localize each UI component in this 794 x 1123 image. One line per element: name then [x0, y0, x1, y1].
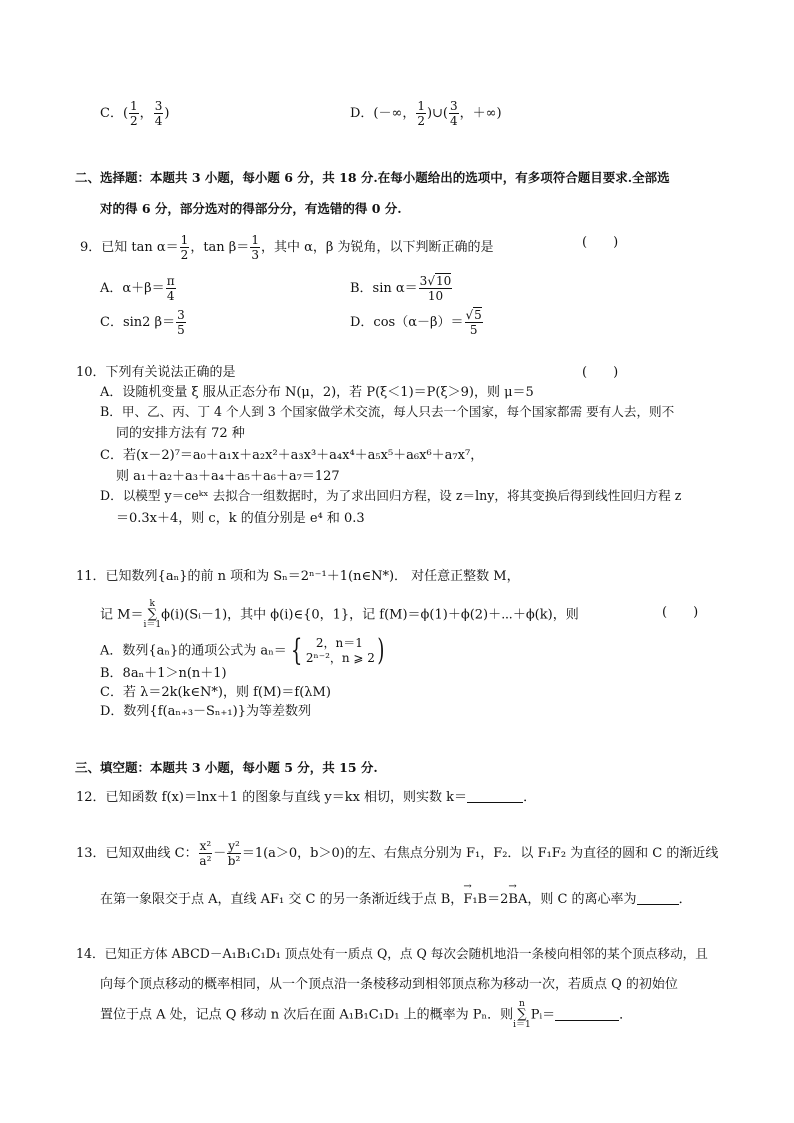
answer-blank[interactable]	[467, 802, 523, 803]
q13-line2: 在第一象限交于点 A，直线 AF₁ 交 C 的另一条渐近线于点 B，→ F₁B＝2→ BA，则 C 的离心率为 ．	[100, 893, 692, 906]
q10-option-b-line1: B．甲、乙、丙、丁 4 个人到 3 个国家做学术交流，每人只去一个国家，每个国家都需 要有人去，则不	[100, 404, 675, 419]
q12-text: 12．已知函数 f(x)＝lnx＋1 的图象与直线 y＝kx 相切，则实数 k＝ ．	[76, 790, 537, 805]
q14-line2: 向每个顶点移动的概率相同，从一个顶点沿一条棱移动到相邻顶点称为移动一次，若质点 Q 的初始位	[100, 977, 678, 992]
q14-line1: 14．已知正方体 ABCD－A₁B₁C₁D₁ 顶点处有一质点 Q，点 Q 每次会随机地沿一条棱向相邻的某个顶点移动，且	[76, 946, 708, 961]
q10-option-a: A．设随机变量 ξ 服从正态分布 N(μ，2)，若 P(ξ＜1)＝P(ξ＞9)，则 μ＝5	[100, 385, 534, 400]
fraction: $\frac{3√10}{10}$	[419, 274, 452, 303]
fraction: $\frac{3}{5}$	[177, 308, 185, 337]
q8-option-c: C．( $\frac{1}{2}$ ， $\frac{3}{4}$ )	[100, 99, 170, 128]
fraction: $\frac{√5}{5}$	[465, 308, 482, 337]
fraction: $\frac{\pi}{4}$	[166, 274, 175, 303]
vector-f1b: → F₁B	[463, 893, 487, 906]
fraction: $\frac{1}{2}$	[130, 99, 138, 128]
q9-option-c: C．sin2 β＝ $\frac{3}{5}$	[100, 308, 185, 337]
q11-answer-paren: ( )	[662, 605, 699, 620]
q8-option-d: D．(－∞， $\frac{1}{2}$ )∪( $\frac{3}{4}$ ，＋∞)	[350, 99, 502, 128]
vector-ba: → BA	[508, 893, 527, 906]
q10-stem: 10．下列有关说法正确的是	[76, 365, 236, 380]
summation: n ∑ i＝1	[513, 999, 531, 1030]
q11-option-d: D．数列{f(aₙ₊₃－Sₙ₊₁)}为等差数列	[100, 704, 311, 719]
answer-blank[interactable]	[637, 904, 679, 905]
q10-option-d-line1: D．以模型 y＝ceᵏˣ 去拟合一组数据时，为了求出回归方程，设 z＝lny，将其变换后得到线性回归方程 z	[100, 488, 682, 503]
q9-stem: 9．已知 tan α＝ $\frac{1}{2}$ ，tan β＝ $\frac{1}{3}$ ，其中 α，β 为锐角，以下判断正确的是	[80, 233, 494, 262]
section2-heading-line2: 对的得 6 分，部分选对的得部分分，有选错的得 0 分.	[100, 201, 402, 216]
q11-stem: 11．已知数列{aₙ}的前 n 项和为 Sₙ＝2ⁿ⁻¹＋1(n∈N*)． 对任意正整数 M，	[76, 569, 520, 584]
fraction: $\frac{1}{2}$	[180, 233, 189, 262]
fraction: $\frac{3}{4}$	[450, 99, 458, 128]
q13-line1: 13．已知双曲线 C： $\frac{\text{x²}}{\text{a²}}$ － $\frac{\text{y²}}{\text{b²}}$ ＝1(a＞0，b＞0)的左、右焦点分别为 F₁，F₂．以 F₁F₂ 为直径的圆和 C 的渐近线	[76, 839, 719, 868]
q10-option-b-line2: 同的安排方法有 72 种	[116, 426, 245, 441]
summation: k ∑ i＝1	[143, 599, 162, 630]
fraction: $\frac{\text{y²}}{\text{b²}}$	[227, 839, 241, 868]
fraction: $\frac{\text{x²}}{\text{a²}}$	[199, 839, 212, 868]
q11-option-c: C．若 λ＝2k(k∈N*)，则 f(M)＝f(λM)	[100, 685, 331, 700]
q10-option-c-line1: C．若(x－2)⁷＝a₀＋a₁x＋a₂x²＋a₃x³＋a₄x⁴＋a₅x⁵＋a₆x⁶＋a₇x⁷，	[100, 448, 484, 463]
fraction: $\frac{1}{2}$	[417, 99, 425, 128]
q9-answer-paren: ( )	[582, 235, 619, 250]
q10-answer-paren: ( )	[582, 365, 619, 380]
answer-blank[interactable]	[555, 1020, 619, 1021]
q11-option-b: B．8aₙ＋1＞n(n＋1)	[100, 666, 227, 681]
q9-option-a: A．α＋β＝ $\frac{\pi}{4}$	[100, 274, 175, 303]
q11-definition: 记 M＝ k ∑ i＝1 ϕ(i)(Sᵢ－1)，其中 ϕ(i)∈{0，1}，记 f(M)＝ϕ(1)＋ϕ(2)＋⋯＋ϕ(k)，则	[100, 599, 579, 630]
q9-option-d: D．cos（α－β）＝ $\frac{√5}{5}$	[350, 308, 482, 337]
q9-option-b: B．sin α＝ $\frac{3√10}{10}$	[350, 274, 452, 303]
q14-line3: 置位于点 A 处，记点 Q 移动 n 次后在面 A₁B₁C₁D₁ 上的概率为 Pₙ．则 n ∑ i＝1 Pᵢ＝ ．	[100, 999, 633, 1030]
q10-option-c-line2: 则 a₁＋a₂＋a₃＋a₄＋a₅＋a₆＋a₇＝127	[116, 469, 340, 484]
q10-option-d-line2: ＝0.3x＋4，则 c，k 的值分别是 e⁴ 和 0.3	[116, 511, 365, 526]
section2-heading-line1: 二、选择题：本题共 3 小题，每小题 6 分，共 18 分.在每小题给出的选项中，有多项符合题目要求.全部选	[75, 170, 670, 185]
fraction: $\frac{3}{4}$	[154, 99, 163, 128]
section3-heading: 三、填空题：本题共 3 小题，每小题 5 分，共 15 分.	[75, 760, 378, 775]
fraction: $\frac{1}{3}$	[251, 233, 259, 262]
q11-option-a: A．数列{aₙ}的通项公式为 aₙ＝ { 2，n＝1 2ⁿ⁻²，n ⩾ 2 )	[100, 633, 385, 668]
